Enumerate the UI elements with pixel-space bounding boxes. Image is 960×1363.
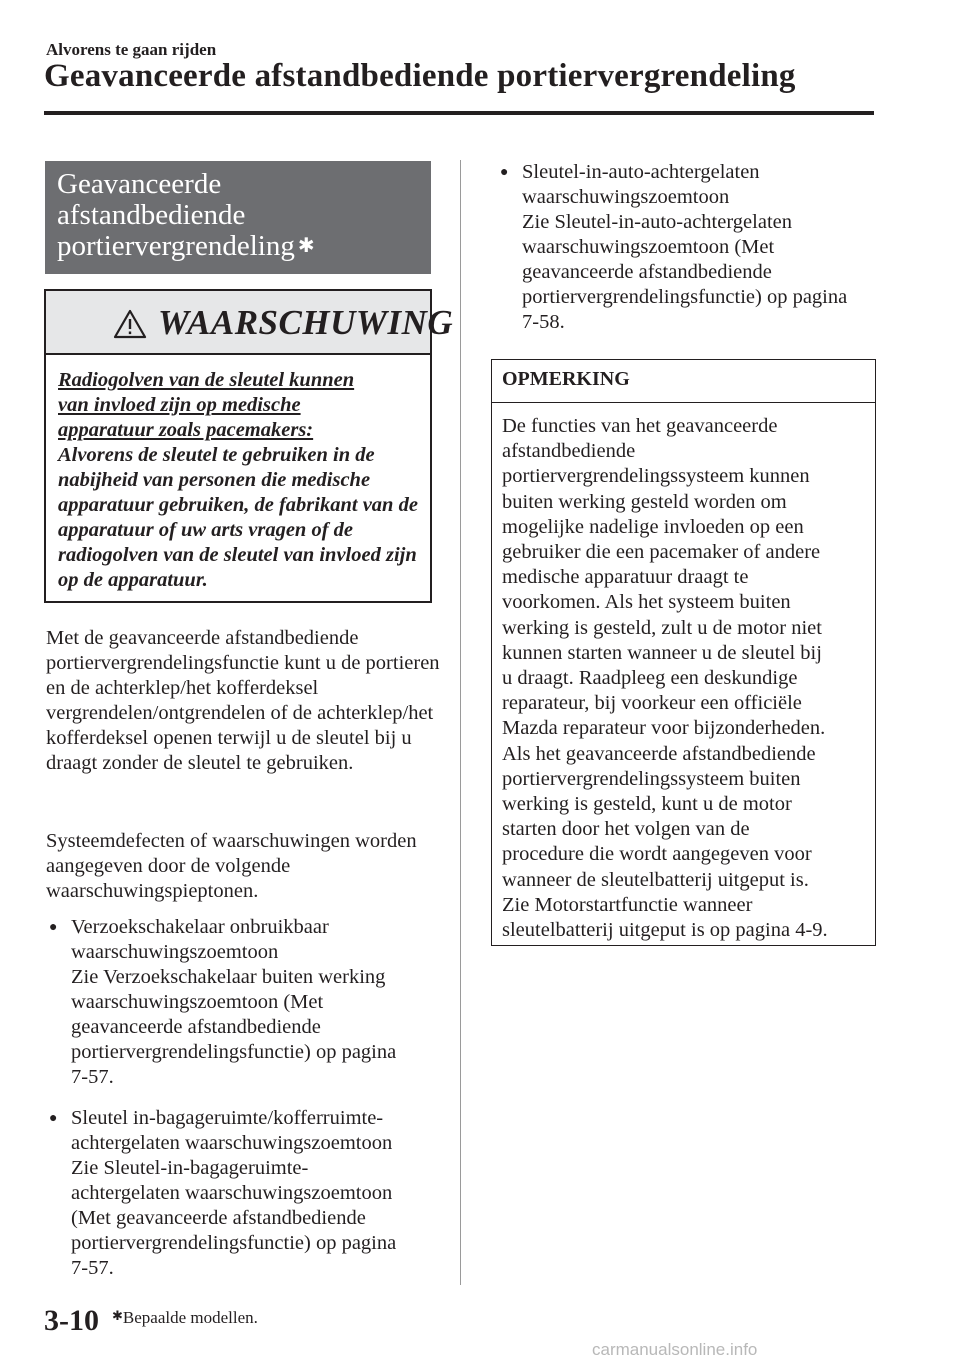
list-item-line: waarschuwingszoemtoon [522,186,730,208]
note-line: afstandbediende [502,440,636,463]
model-specific-star: ✱ [297,235,315,257]
warning-underlined-line: apparatuur zoals pacemakers: [58,419,314,441]
warning-underlined-line: Radiogolven van de sleutel kunnen [58,369,355,391]
footnote-text: Bepaalde modellen. [122,1308,258,1327]
list-item-line: waarschuwingszoemtoon (Met [522,236,775,258]
list-item-line: portiervergrendelingsfunctie) op pagina [71,1041,397,1063]
note-line: werking is gesteld, kunt u de motor [502,793,792,816]
page-title: Geavanceerde afstandbediende portiervergrendeling [44,58,796,94]
note-line: procedure die wordt aangegeven voor [502,843,812,866]
list-item-line: Sleutel in-bagageruimte/kofferruimte- [71,1107,384,1129]
intro-paragraph: Met de geavanceerde afstandbediende portiervergrendelingsfunctie kunt u de portieren en de achterklep/het kofferdeksel vergrendelen/ontgrendelen of de achterklep/het kofferdeksel openen terwijl u de sleutel bij u draagt zonder de sleutel te gebruiken. [46,627,440,774]
list-item-line: Verzoekschakelaar onbruikbaar [71,916,329,938]
warning-header [46,291,454,355]
note-line: reparateur, bij voorkeur een officiële [502,692,802,715]
header-rule [44,111,874,115]
note-line: starten door het volgen van de [502,818,750,841]
list-item [46,1106,441,1281]
section-heading-line: portiervergrendeling ✱ [57,230,315,262]
note-line: voorkomen. Als het systeem buiten [502,591,791,614]
warning-heading: WAARSCHUWING [158,303,454,342]
running-header-section: Alvorens te gaan rijden [46,40,217,59]
note-line: u draagt. Raadpleeg een deskundige [502,667,798,690]
note-line: werking is gesteld, zult u de motor niet [502,616,822,639]
list-item-line: portiervergrendelingsfunctie) op pagina [522,286,848,308]
note-line: wanneer de sleutelbatterij uitgeput is. [502,868,809,891]
note-box [491,359,876,946]
list-item-line: (Met geavanceerde afstandbediende [71,1207,366,1229]
alerts-paragraph: Systeemdefecten of waarschuwingen worden aangegeven door de volgende waarschuwingspieptonen. [46,830,417,902]
list-item-line: geavanceerde afstandbediende [522,261,772,283]
note-line: portiervergrendelingssysteem buiten [502,767,801,790]
note-line: buiten werking gesteld worden om [502,490,787,513]
list-item-line: Zie Sleutel-in-bagageruimte- [71,1157,309,1179]
section-heading-box [45,161,431,274]
list-item-line: Sleutel-in-auto-achtergelaten [522,161,760,183]
note-heading: OPMERKING [502,368,630,390]
note-header [492,360,875,403]
list-item-line: Zie Sleutel-in-auto-achtergelaten [522,211,792,233]
column-divider [460,160,461,1285]
page-number: 3-10 [44,1304,99,1337]
list-item-line: waarschuwingszoemtoon [71,941,279,963]
list-item-line: achtergelaten waarschuwingszoemtoon [71,1132,393,1154]
list-item-line: 7-57. [71,1257,114,1279]
list-item-line: 7-57. [71,1066,114,1088]
note-line: portiervergrendelingssysteem kunnen [502,465,810,488]
list-item-line: 7-58. [522,311,565,333]
note-line: kunnen starten wanneer u de sleutel bij [502,641,822,664]
note-line: De functies van het geavanceerde [502,415,778,437]
section-heading-line: afstandbediende [57,199,246,231]
note-line: gebruiker die een pacemaker of andere [502,541,821,564]
bullet-icon: ● [500,165,509,180]
list-item-line: achtergelaten waarschuwingszoemtoon [71,1182,393,1204]
warning-triangle-icon [113,309,147,339]
note-line: Zie Motorstartfunctie wanneer [502,893,753,916]
note-line: medische apparatuur draagt te [502,566,749,589]
section-heading [57,169,315,262]
list-item-line: waarschuwingszoemtoon (Met [71,991,324,1013]
warning-box [44,289,454,603]
note-line: sleutelbatterij uitgeput is op pagina 4-9. [502,919,828,942]
note-line: Mazda reparateur voor bijzonderheden. [502,717,826,740]
warning-body: Alvorens de sleutel te gebruiken in de nabijheid van personen die medische apparatuur gebruiken, de fabrikant van de apparatuur of uw arts vragen of de radiogolven van de sleutel van invloed zijn op de apparatuur. [58,444,418,591]
list-item-line: Zie Verzoekschakelaar buiten werking [71,966,386,988]
watermark: carmanualsonline.info [592,1340,758,1359]
list-item [497,160,877,335]
warning-text [58,368,418,593]
footnote-star: ✱ [112,1308,123,1323]
note-line: mogelijke nadelige invloeden op een [502,515,804,538]
list-item-line: portiervergrendelingsfunctie) op pagina [71,1232,397,1254]
note-text [502,414,868,943]
bullet-icon: ● [49,920,58,935]
footnote [112,1308,258,1328]
warning-underlined-line: van invloed zijn op medische [58,394,301,416]
bullet-icon: ● [49,1111,58,1126]
list-item-line: geavanceerde afstandbediende [71,1016,321,1038]
note-line: Als het geavanceerde afstandbediende [502,742,816,765]
list-item [46,915,441,1090]
section-heading-line: Geavanceerde [57,168,222,200]
